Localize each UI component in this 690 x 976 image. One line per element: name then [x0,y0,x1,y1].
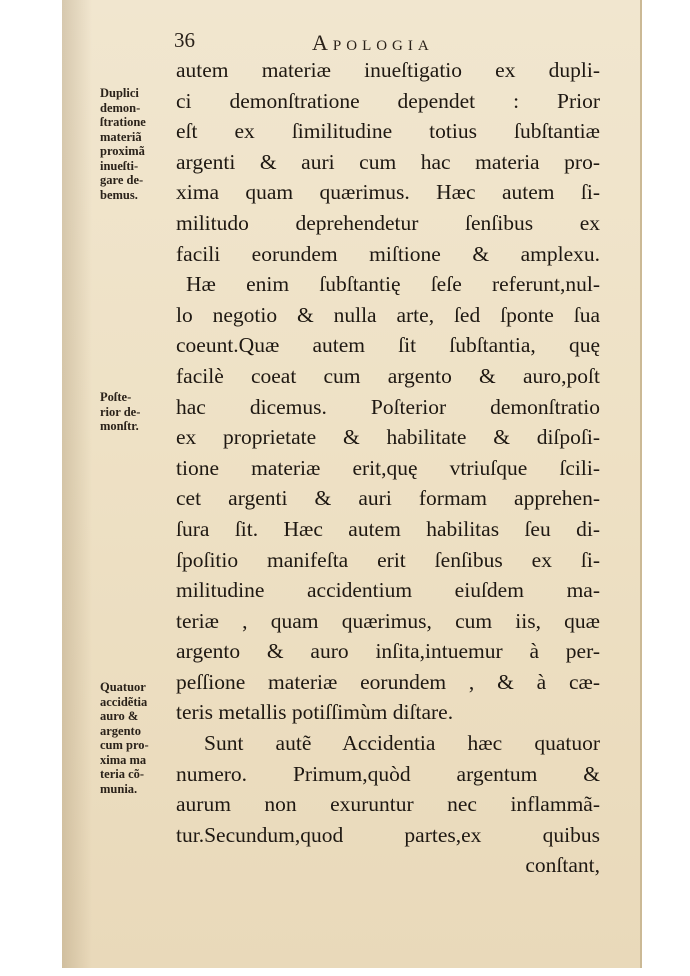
text-line: militudo deprehendetur ſenſibus ex [176,210,600,235]
text-line: Hæ enim ſubſtantię ſeſe referunt,nul- [186,272,600,297]
text-line: cet argenti & auri formam apprehen- [176,486,600,511]
book-page [62,0,642,968]
page-number: 36 [174,28,195,52]
margin-note-line: munia. [100,781,138,796]
margin-note-line: rior de- [100,404,141,419]
text-line: eſt ex ſimilitudine totius ſubſtantiæ [176,119,600,144]
text-line: Sunt autẽ Accidentia hæc quatuor [204,731,600,756]
text-line: teriæ , quam quærimus, cum iis, quæ [176,608,600,633]
margin-note-line: cum pro- [100,738,149,752]
page-header [174,28,594,58]
margin-note-line: Poſte- [100,390,132,404]
margin-note-line: argento [100,723,141,738]
margin-note-line: ſtratione [100,115,146,129]
text-line: ex proprietate & habilitate & diſpoſi- [176,425,600,450]
margin-note-line: monſtr. [100,419,139,433]
catchword: conſtant, [525,853,600,878]
margin-note-line: gare de- [100,173,144,187]
text-line: tur.Secundum,quod partes,ex quibus [176,822,600,847]
text-line: lo negotio & nulla arte, ſed ſponte ſua [176,302,600,327]
margin-note-line: xima ma [100,752,147,767]
text-line: facilè coeat cum argento & auro,poſt [176,363,600,388]
margin-note-line: bemus. [100,187,138,202]
margin-note-line: auro & [100,709,139,723]
text-line: peſſione materiæ eorundem , & à cæ- [176,669,600,694]
text-line: autem materiæ inueſtigatio ex dupli- [176,58,600,82]
margin-note-line: proximã [100,144,145,158]
text-line: xima quam quærimus. Hæc autem ſi- [176,180,600,205]
running-title: Apologia [312,30,434,55]
text-line: militudine accidentium eiuſdem ma- [176,578,600,603]
text-line: ſura ſit. Hæc autem habilitas ſeu di- [176,516,600,541]
margin-note-demonstration [100,86,178,202]
margin-note-line: inueſti- [100,158,139,173]
margin-note-line: materiã [100,129,142,144]
body-text [176,55,600,881]
text-line: tione materiæ erit,quę vtriuſque ſcili- [176,455,600,480]
text-line: ci demonſtratione dependet : Prior [176,88,600,113]
text-line: hac dicemus. Poſterior demonſtratio [176,394,600,419]
margin-note-line: demon- [100,100,141,115]
text-line: numero. Primum,quòd argentum & [176,761,600,786]
text-line: facili eorundem miſtione & amplexu. [176,241,600,266]
margin-note-line: accidẽtia [100,694,148,709]
text-line: ſpoſitio manifeſta erit ſenſibus ex ſi- [176,547,600,572]
margin-note-accidents [100,680,178,796]
text-line: teris metallis potiſſimùm diſtare. [176,700,454,725]
text-line: argenti & auri cum hac materia pro- [176,149,600,174]
text-line: argento & auro inſita,intuemur à per- [176,639,600,664]
text-line: coeunt.Quæ autem ſit ſubſtantia, quę [176,333,600,358]
margin-note-line: teria cõ- [100,767,145,781]
margin-note-line: Duplici [100,86,139,100]
margin-note-posterior [100,390,178,434]
margin-note-line: Quatuor [100,680,146,694]
text-line: aurum non exuruntur nec inflammã- [176,792,600,817]
